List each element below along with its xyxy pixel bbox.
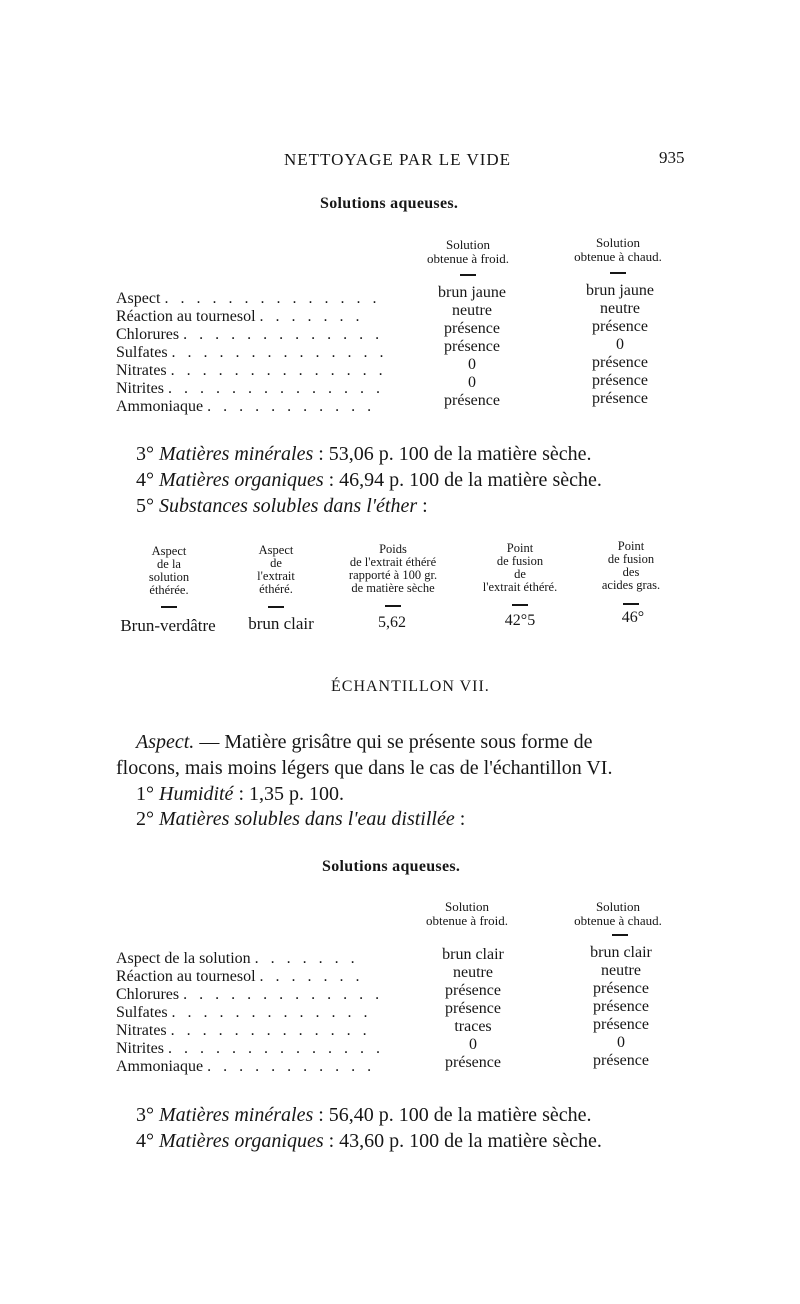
table1-row bbox=[116, 308, 364, 326]
leader-dots: . . . . . . . . . . . . . bbox=[171, 1004, 372, 1021]
leader-dots: . . . . . . . . . . . bbox=[207, 398, 376, 415]
item-mineral-matter-2 bbox=[136, 1102, 591, 1128]
header-line: de fusion bbox=[496, 554, 544, 568]
table1-cell-hot: brun jaune bbox=[586, 282, 654, 299]
item-text: : bbox=[454, 808, 466, 830]
leader-dots: . . . . . . . . . . . . . . bbox=[168, 380, 384, 397]
table2-cell-hot: présence bbox=[593, 1016, 649, 1033]
table2-cell-hot: 0 bbox=[617, 1034, 625, 1051]
table2-col1-header-line: Solution bbox=[444, 899, 490, 914]
ether-value-aspect-extract: brun clair bbox=[248, 614, 314, 633]
ether-value-fusion-extract: 42°5 bbox=[504, 612, 536, 629]
row-label: Sulfates bbox=[116, 1004, 168, 1021]
table2-cell-cold: 0 bbox=[469, 1036, 477, 1053]
table2-row bbox=[116, 1004, 372, 1022]
ether-header-3 bbox=[349, 543, 437, 595]
item-label: Matières organiques bbox=[159, 469, 324, 491]
item-label: Substances solubles dans l'éther bbox=[159, 495, 418, 517]
ether-value-aspect-solution: Brun-verdâtre bbox=[120, 616, 216, 635]
table1-cell-cold: présence bbox=[444, 338, 500, 355]
row-label: Ammoniaque bbox=[116, 1058, 204, 1075]
table1-col1-header bbox=[427, 238, 509, 266]
header-line: éthérée. bbox=[149, 583, 189, 597]
leader-dots: . . . . . . . bbox=[259, 308, 364, 325]
table1-row bbox=[116, 362, 387, 380]
leader-dots: . . . . . . . . . . . bbox=[207, 1058, 376, 1075]
table1-col2-header-line: Solution bbox=[595, 235, 641, 250]
leader-dots: . . . . . . . . . . . . . bbox=[183, 326, 384, 343]
table2-cell-hot: brun clair bbox=[590, 944, 652, 961]
table1-col1-dash bbox=[460, 274, 476, 276]
row-label: Aspect de la solution bbox=[116, 950, 251, 967]
table1-cell-cold: neutre bbox=[452, 302, 492, 319]
leader-dots: . . . . . . . . . . . . . . bbox=[170, 362, 387, 379]
table1-col1-header-line: obtenue à froid. bbox=[427, 251, 509, 266]
table2-col1-header bbox=[426, 900, 508, 928]
ether-dash bbox=[385, 605, 401, 607]
table2-col1-header-line: obtenue à froid. bbox=[426, 913, 508, 928]
row-label: Nitrates bbox=[116, 362, 167, 379]
item-organic-matter bbox=[136, 467, 602, 493]
table2-cell-cold: neutre bbox=[453, 964, 493, 981]
leader-dots: . . . . . . . bbox=[259, 968, 364, 985]
table1-col1-header-line: Solution bbox=[445, 237, 491, 252]
ether-header-2 bbox=[257, 544, 295, 596]
header-line: de la bbox=[157, 557, 181, 571]
section-title: ÉCHANTILLON VII. bbox=[331, 678, 490, 695]
table1-cell-cold: présence bbox=[444, 392, 500, 409]
item-text: : bbox=[417, 495, 428, 517]
ether-header-4 bbox=[483, 542, 557, 594]
item-number: 1° bbox=[136, 783, 154, 805]
table1-row bbox=[116, 290, 380, 308]
item-text: : 1,35 p. 100. bbox=[233, 783, 344, 805]
ether-dash bbox=[512, 604, 528, 606]
table2-cell-hot: présence bbox=[593, 998, 649, 1015]
table2-cell-cold: présence bbox=[445, 1000, 501, 1017]
table1-col2-header-line: obtenue à chaud. bbox=[574, 249, 662, 264]
row-label: Ammoniaque bbox=[116, 398, 204, 415]
item-number: 3° bbox=[136, 443, 154, 465]
table2-row bbox=[116, 986, 383, 1004]
row-label: Réaction au tournesol bbox=[116, 968, 256, 985]
header-line: de bbox=[514, 567, 526, 581]
item-mineral-matter bbox=[136, 441, 591, 467]
row-label: Nitrates bbox=[116, 1022, 167, 1039]
table2-row bbox=[116, 1022, 371, 1040]
table1-cell-cold: 0 bbox=[468, 374, 476, 391]
row-label: Réaction au tournesol bbox=[116, 308, 256, 325]
leader-dots: . . . . . . . . . . . . . . bbox=[164, 290, 381, 307]
item-water-soluble bbox=[136, 806, 465, 832]
table1-cell-cold: présence bbox=[444, 320, 500, 337]
table2-row bbox=[116, 1058, 375, 1076]
item-ether-soluble bbox=[136, 493, 428, 519]
leader-dots: . . . . . . . bbox=[254, 950, 359, 967]
item-organic-matter-2 bbox=[136, 1128, 602, 1154]
table2-cell-cold: traces bbox=[454, 1018, 492, 1035]
table2-col2-dash bbox=[612, 934, 628, 936]
table2-col2-header-line: Solution bbox=[595, 899, 641, 914]
item-label: Matières organiques bbox=[159, 1130, 324, 1152]
item-number: 5° bbox=[136, 495, 154, 517]
table1-cell-hot: 0 bbox=[616, 336, 624, 353]
table1-cell-cold: brun jaune bbox=[438, 284, 506, 301]
header-line: Aspect bbox=[258, 543, 294, 557]
table1-cell-hot: présence bbox=[592, 354, 648, 371]
table1-cell-cold: 0 bbox=[468, 356, 476, 373]
table1-col2-dash bbox=[610, 272, 626, 274]
header-line: de matière sèche bbox=[351, 581, 435, 595]
table2-cell-hot: présence bbox=[593, 1052, 649, 1069]
header-line: rapporté à 100 gr. bbox=[348, 568, 438, 582]
row-label: Sulfates bbox=[116, 344, 168, 361]
table2-cell-cold: présence bbox=[445, 1054, 501, 1071]
item-number: 4° bbox=[136, 1130, 154, 1152]
header-line: de bbox=[270, 556, 282, 570]
aspect-paragraph-line1 bbox=[136, 729, 593, 755]
table2-cell-cold: brun clair bbox=[442, 946, 504, 963]
row-label: Nitrites bbox=[116, 380, 164, 397]
ether-header-1 bbox=[149, 545, 189, 597]
table2-row bbox=[116, 968, 364, 986]
aspect-paragraph-line2: flocons, mais moins légers que dans le cas de l'échantillon VI. bbox=[116, 757, 613, 779]
header-line: acides gras. bbox=[601, 578, 661, 592]
table1-cell-hot: présence bbox=[592, 390, 648, 407]
row-label: Nitrites bbox=[116, 1040, 164, 1057]
header-line: de l'extrait éthéré bbox=[349, 555, 437, 569]
table1-row bbox=[116, 380, 384, 398]
item-text: : 43,60 p. 100 de la matière sèche. bbox=[323, 1130, 602, 1152]
table1-cell-hot: présence bbox=[592, 318, 648, 335]
ether-header-5 bbox=[602, 540, 660, 592]
header-line: l'extrait bbox=[257, 569, 295, 583]
item-text: : 46,94 p. 100 de la matière sèche. bbox=[323, 469, 602, 491]
item-label: Matières minérales bbox=[159, 1104, 314, 1126]
aspect-text: — Matière grisâtre qui se présente sous forme de bbox=[194, 731, 593, 753]
leader-dots: . . . . . . . . . . . . . bbox=[183, 986, 384, 1003]
table2-row bbox=[116, 1040, 384, 1058]
header-line: des bbox=[622, 565, 640, 579]
table2-title: Solutions aqueuses. bbox=[322, 858, 461, 875]
ether-dash bbox=[623, 603, 639, 605]
item-text: : 53,06 p. 100 de la matière sèche. bbox=[313, 443, 592, 465]
item-number: 2° bbox=[136, 808, 154, 830]
item-label: Humidité bbox=[159, 783, 234, 805]
table2-cell-hot: présence bbox=[593, 980, 649, 997]
header-line: Poids bbox=[379, 542, 407, 556]
aspect-label: Aspect. bbox=[136, 731, 195, 753]
ether-dash bbox=[161, 606, 177, 608]
header-line: Aspect bbox=[151, 544, 187, 558]
table1-cell-hot: présence bbox=[592, 372, 648, 389]
ether-value-fusion-fatty-acids: 46° bbox=[621, 609, 645, 626]
item-text: : 56,40 p. 100 de la matière sèche. bbox=[313, 1104, 592, 1126]
row-label: Aspect bbox=[116, 290, 161, 307]
table1-cell-hot: neutre bbox=[600, 300, 640, 317]
table1-row bbox=[116, 344, 388, 362]
ether-value-weight: 5,62 bbox=[378, 614, 406, 631]
header-line: éthéré. bbox=[259, 582, 293, 596]
table1-col2-header bbox=[574, 236, 662, 264]
ether-dash bbox=[268, 606, 284, 608]
table2-cell-cold: présence bbox=[445, 982, 501, 999]
page-number: 935 bbox=[659, 148, 685, 167]
item-label: Matières minérales bbox=[159, 443, 314, 465]
table2-row bbox=[116, 950, 359, 968]
leader-dots: . . . . . . . . . . . . . bbox=[170, 1022, 371, 1039]
item-label: Matières solubles dans l'eau distillée bbox=[159, 808, 455, 830]
row-label: Chlorures bbox=[116, 986, 180, 1003]
table2-cell-hot: neutre bbox=[601, 962, 641, 979]
table1-row bbox=[116, 326, 383, 344]
header-line: l'extrait éthéré. bbox=[482, 580, 558, 594]
header-line: de fusion bbox=[607, 552, 655, 566]
table2-col2-header-line: obtenue à chaud. bbox=[574, 913, 662, 928]
header-line: solution bbox=[148, 570, 190, 584]
table1-title: Solutions aqueuses. bbox=[320, 195, 459, 212]
header-line: Point bbox=[506, 541, 534, 555]
leader-dots: . . . . . . . . . . . . . . bbox=[168, 1040, 384, 1057]
item-number: 4° bbox=[136, 469, 154, 491]
item-number: 3° bbox=[136, 1104, 154, 1126]
row-label: Chlorures bbox=[116, 326, 180, 343]
table2-col2-header bbox=[574, 900, 662, 928]
table1-row bbox=[116, 398, 375, 416]
leader-dots: . . . . . . . . . . . . . . bbox=[171, 344, 388, 361]
item-humidity bbox=[136, 781, 344, 807]
running-title: NETTOYAGE PAR LE VIDE bbox=[284, 150, 512, 169]
header-line: Point bbox=[617, 539, 645, 553]
